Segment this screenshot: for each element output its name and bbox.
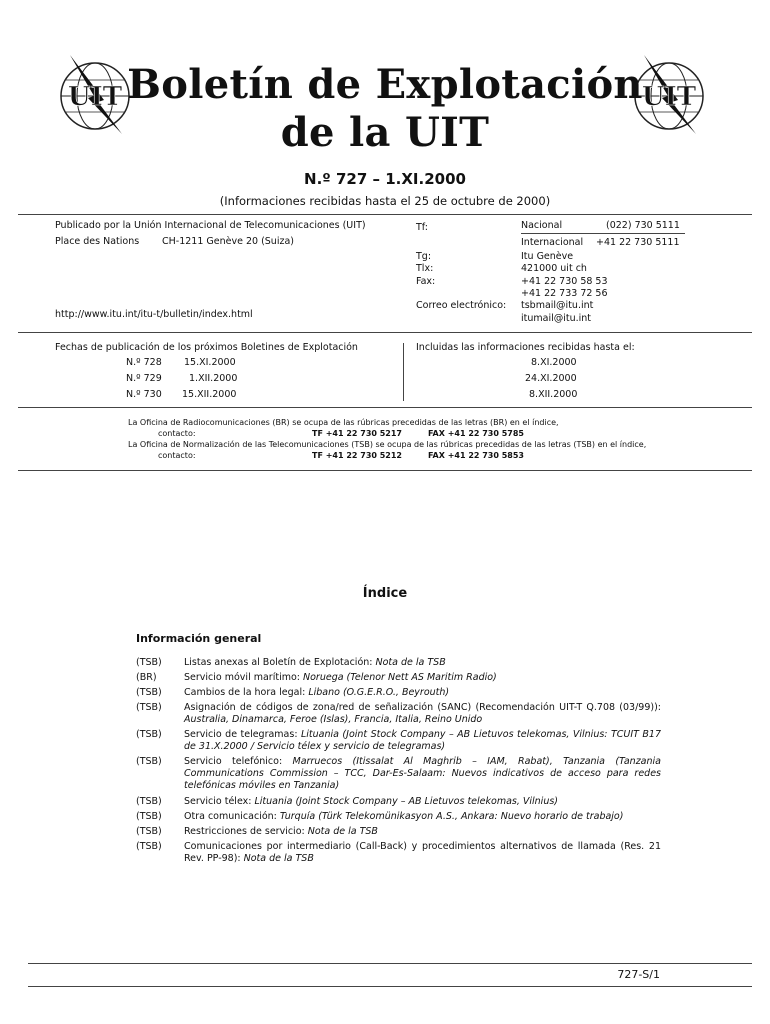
index-item-text: Servicio de telegramas: [184,729,301,740]
schedule-date: 15.XII.2000 [182,389,237,400]
tf-internacional-label: Internacional [521,237,584,248]
index-item-italic: Lituania (Joint Stock Company – AB Lietuvos telekomas, Vilnius: TCUIT B17 de 31.X.2000 / Servicio télex y servicio de telegramas) [184,729,661,752]
index-item-text: Otra comunicación: [184,811,280,822]
index-item-code: (TSB) [136,702,162,713]
index-title: Índice [362,586,408,601]
rule-bottom-header [18,470,752,471]
bulletin-title-line2: de la UIT [280,109,490,156]
index-item[interactable] [136,657,661,669]
index-item-text: Servicio télex: [184,796,255,807]
index-item-text: Restricciones de servicio: [184,826,308,837]
index-item-code: (TSB) [136,826,162,837]
index-item-text: Listas anexas al Boletín de Explotación: [184,657,376,668]
index-item[interactable] [136,756,661,792]
tf-label: Tf: [416,222,429,233]
index-item-text: Cambios de la hora legal: [184,687,309,698]
publisher-url[interactable]: http://www.itu.int/itu-t/bulletin/index.html [55,309,253,320]
svg-text:UIT: UIT [641,82,697,112]
schedule-heading: Fechas de publicación de los próximos Boletines de Explotación [55,342,358,353]
email-value-2[interactable]: itumail@itu.int [521,313,592,324]
schedule-included-heading: Incluidas las informaciones recibidas hasta el: [416,342,635,353]
index-item-text: Servicio móvil marítimo: [184,672,303,683]
tg-value: Itu Genève [521,251,574,262]
index-item[interactable] [136,796,661,808]
index-item-code: (TSB) [136,811,162,822]
index-item-italic: Libano (O.G.E.R.O., Beyrouth) [308,687,450,698]
index-item-italic: Turquía (Türk Telekomünikasyon A.S., Ankara: Nuevo horario de trabajo) [279,811,624,822]
index-item[interactable] [136,729,661,753]
schedule-included: 8.XI.2000 [531,357,577,368]
tsb-fax: FAX +41 22 730 5853 [428,451,524,460]
tg-label: Tg: [416,251,432,262]
index-item-code: (TSB) [136,729,162,740]
index-item[interactable] [136,672,661,684]
index-item-text: Asignación de códigos de zona/red de señalización (SANC) (Recomendación UIT-T Q.708 (03/99)): [184,702,661,713]
fax-value-1: +41 22 730 58 53 [521,276,608,287]
index-item-text: Comunicaciones por intermediario (Call-Back) y procedimientos alternativos de llamada (Res. 21 Rev. PP-98): [184,841,661,864]
footer-rule-bottom [28,986,752,987]
tlx-value: 421000 uit ch [521,263,587,274]
tsb-contact-label: contacto: [158,451,196,460]
schedule-date: 1.XII.2000 [189,373,238,384]
rule-mid [18,332,752,333]
footer-rule-top [28,963,752,964]
schedule-num: N.º 730 [126,389,162,400]
index-item-italic: Lituania (Joint Stock Company – AB Lietuvos telekomas, Vilnius) [254,796,559,807]
br-contact-label: contacto: [158,429,196,438]
schedule-included: 8.XII.2000 [529,389,578,400]
tf-internacional-value: +41 22 730 5111 [596,237,680,248]
tsb-tf: TF +41 22 730 5212 [312,451,402,460]
br-note: La Oficina de Radiocomunicaciones (BR) se ocupa de las rúbricas precedidas de las letras (BR) en el índice, [128,418,559,427]
index-item[interactable] [136,826,661,838]
publisher-address-b: CH-1211 Genève 20 (Suiza) [162,236,294,247]
schedule-num: N.º 728 [126,357,162,368]
rule-top [18,214,752,215]
page-number: 727-S/1 [617,968,660,981]
schedule-included: 24.XI.2000 [525,373,577,384]
index-item[interactable] [136,811,661,823]
index-item-code: (TSB) [136,687,162,698]
schedule-date: 15.XI.2000 [184,357,236,368]
index-item-code: (TSB) [136,657,162,668]
info-until: (Informaciones recibidas hasta el 25 de octubre de 2000) [219,194,551,208]
rule-offices [18,407,752,408]
email-label: Correo electrónico: [416,300,507,311]
fax-label: Fax: [416,276,436,287]
index-item-code: (BR) [136,672,157,683]
index-item-italic: Marruecos (Itissalat Al Maghrib – IAM, Rabat), Tanzania (Tanzania Communications Commission – TCC, Dar-Es-Salaam: Nuevos indicativos de acceso para redes telefónicas móviles en Tanzania) [184,756,661,791]
index-item[interactable] [136,841,661,865]
tsb-note: La Oficina de Normalización de las Telecomunicaciones (TSB) se ocupa de las rúbricas precedidas de las letras (TSB) en el índice, [128,440,647,449]
publisher-line: Publicado por la Unión Internacional de Telecomunicaciones (UIT) [55,220,366,231]
section-heading: Información general [136,632,262,645]
email-value-1[interactable]: tsbmail@itu.int [521,300,594,311]
index-item[interactable] [136,702,661,726]
issue-number: N.º 727 – 1.XI.2000 [304,170,466,188]
index-item-text: Servicio telefónico: [184,756,293,767]
svg-text:UIT: UIT [67,82,123,112]
index-item-italic: Nota de la TSB [307,826,378,837]
index-item-code: (TSB) [136,796,162,807]
index-item-code: (TSB) [136,841,162,852]
tf-nacional-value: (022) 730 5111 [606,220,680,231]
bulletin-title-line1: Boletín de Explotación [127,61,643,108]
br-tf: TF +41 22 730 5217 [312,429,402,438]
schedule-divider [403,343,404,401]
publisher-address-a: Place des Nations [55,236,140,247]
index-item[interactable] [136,687,661,699]
index-item-italic: Noruega (Telenor Nett AS Maritim Radio) [303,672,497,683]
index-item-code: (TSB) [136,756,162,767]
index-item-italic: Nota de la TSB [243,853,314,864]
fax-value-2: +41 22 733 72 56 [521,288,608,299]
index-item-italic: Australia, Dinamarca, Feroe (Islas), Francia, Italia, Reino Unido [184,714,483,725]
tf-divider [521,233,685,234]
br-fax: FAX +41 22 730 5785 [428,429,524,438]
tf-nacional-label: Nacional [521,220,563,231]
schedule-num: N.º 729 [126,373,162,384]
tlx-label: Tlx: [416,263,434,274]
index-item-italic: Nota de la TSB [375,657,446,668]
